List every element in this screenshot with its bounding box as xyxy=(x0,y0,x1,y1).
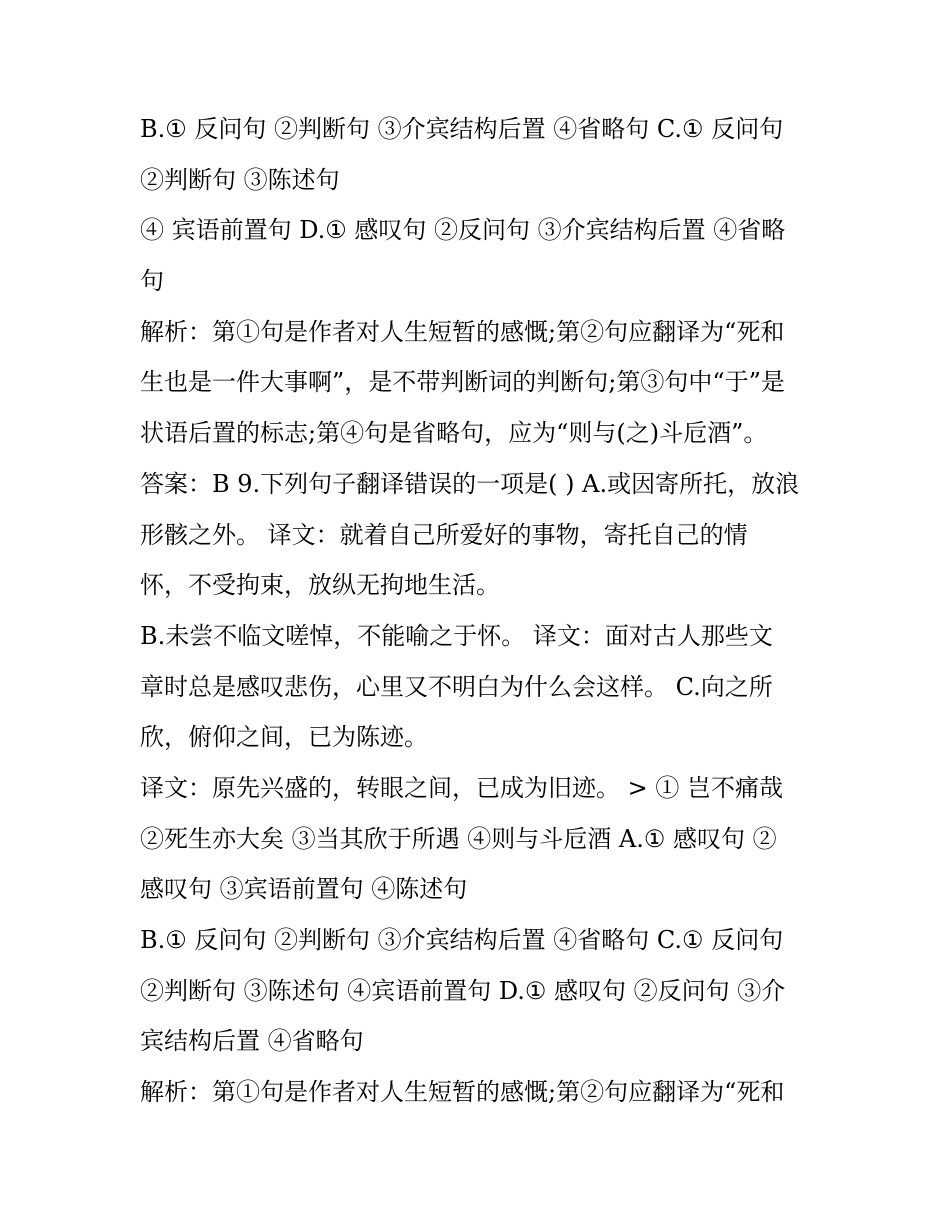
text-line: 感叹句 ③宾语前置句 ④陈述句 xyxy=(140,875,468,904)
text-line: B.未尝不临文嗟悼，不能喻之于怀。 译文：面对古人那些文 xyxy=(140,621,773,650)
text-line: 章时总是感叹悲伤，心里又不明白为什么会这样。 C.向之所 xyxy=(140,672,773,701)
text-line: 状语后置的标志;第④句是省略句，应为“则与(之)斗卮酒”。 xyxy=(140,419,768,448)
text-line: 宾结构后置 ④省略句 xyxy=(140,1027,364,1056)
text-line: 解析：第①句是作者对人生短暂的感慨;第②句应翻译为“死和 xyxy=(140,1078,785,1107)
text-line: 答案：B 9.下列句子翻译错误的一项是( ) A.或因寄所托，放浪 xyxy=(140,469,800,498)
text-line: 欣，俯仰之间，已为陈迹。 xyxy=(140,723,428,752)
text-line: 怀，不受拘束，放纵无拘地生活。 xyxy=(140,571,500,600)
text-line: ②判断句 ③陈述句 ④宾语前置句 D.① 感叹句 ②反问句 ③介 xyxy=(140,976,786,1005)
text-line: 句 xyxy=(140,267,164,296)
text-line: B.① 反问句 ②判断句 ③介宾结构后置 ④省略句 C.① 反问句 xyxy=(140,926,784,954)
text-line: ④ 宾语前置句 D.① 感叹句 ②反问句 ③介宾结构后置 ④省略 xyxy=(140,216,786,245)
text-line: B.① 反问句 ②判断句 ③介宾结构后置 ④省略句 C.① 反问句 xyxy=(140,115,784,143)
text-line: 生也是一件大事啊”，是不带判断词的判断句;第③句中“于”是 xyxy=(140,368,785,397)
text-line: ②死生亦大矣 ③当其欣于所遇 ④则与斗卮酒 A.① 感叹句 ② xyxy=(140,824,777,853)
document-body xyxy=(140,104,820,1118)
text-line: ②判断句 ③陈述句 xyxy=(140,165,340,194)
text-line: 解析：第①句是作者对人生短暂的感慨;第②句应翻译为“死和 xyxy=(140,317,785,346)
text-line: 形骸之外。 译文：就着自己所爱好的事物，寄托自己的情 xyxy=(140,520,748,549)
text-line: 译文：原先兴盛的，转眼之间，已成为旧迹。 > ① 岂不痛哉 xyxy=(140,773,783,802)
